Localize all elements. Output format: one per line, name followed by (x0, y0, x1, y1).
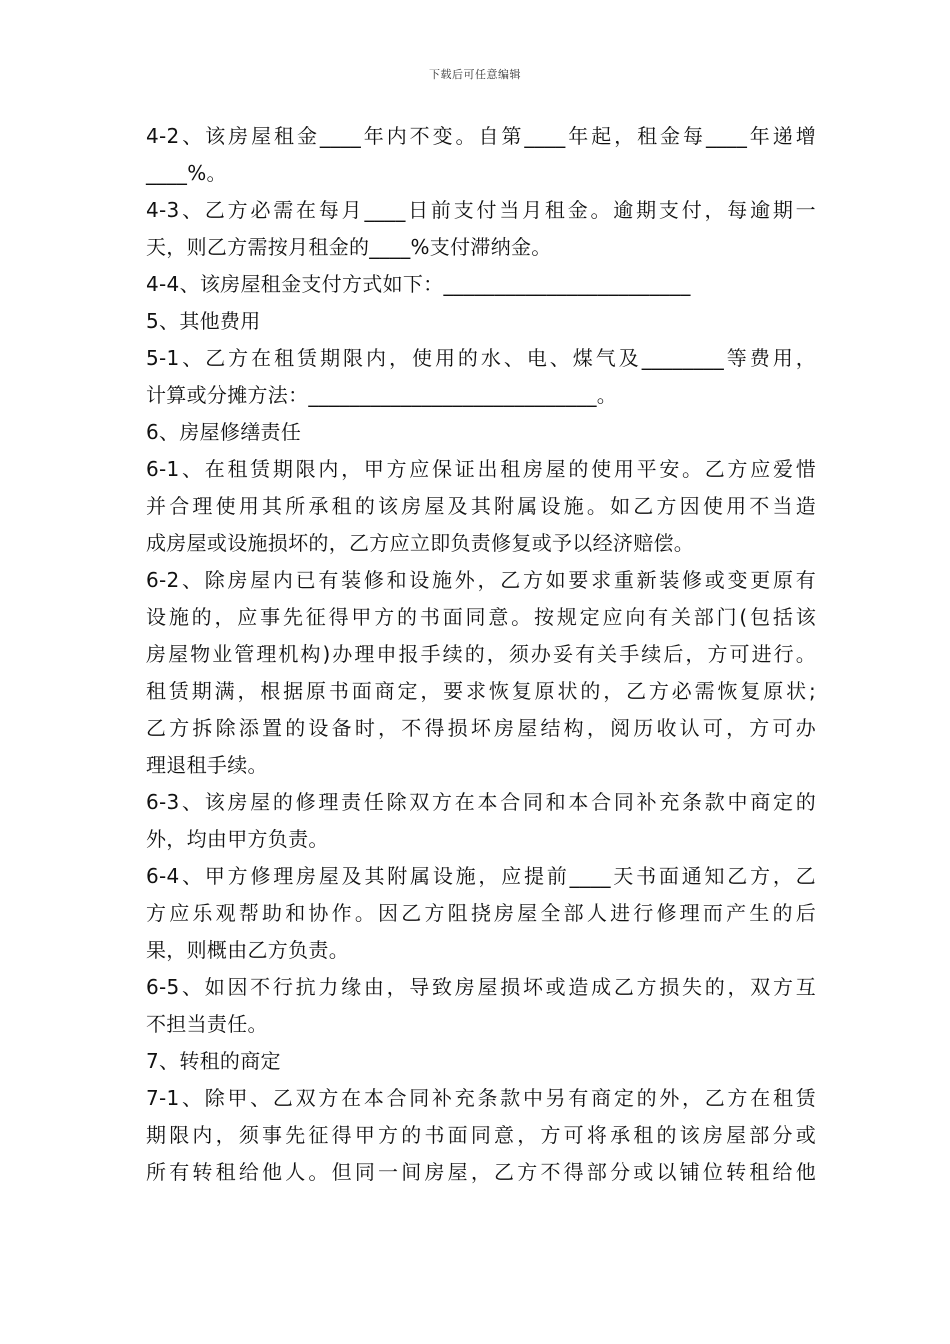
document-line: 成房屋或设施损坏的，乙方应立即负责修复或予以经济赔偿。 (146, 531, 695, 555)
document-line: ____%。 (146, 161, 227, 185)
document-line: 设施的，应事先征得甲方的书面同意。按规定应向有关部门(包括该 (146, 605, 816, 629)
document-line: 外，均由甲方负责。 (146, 827, 329, 851)
document-line: 5-1、乙方在租赁期限内，使用的水、电、煤气及________等费用， (146, 346, 816, 370)
document-line: 6-4、甲方修理房屋及其附属设施，应提前____天书面通知乙方，乙 (146, 864, 816, 888)
document-line: 7-1、除甲、乙双方在本合同补充条款中另有商定的外，乙方在租赁 (146, 1086, 816, 1110)
document-line: 期限内，须事先征得甲方的书面同意，方可将承租的该房屋部分或 (146, 1123, 816, 1147)
document-line: 方应乐观帮助和协作。因乙方阻挠房屋全部人进行修理而产生的后 (146, 901, 816, 925)
document-line: 理退租手续。 (146, 753, 268, 777)
document-line: 租赁期满，根据原书面商定，要求恢复原状的，乙方必需恢复原状; (146, 679, 816, 703)
document-line: 6-5、如因不行抗力缘由，导致房屋损坏或造成乙方损失的，双方互 (146, 975, 816, 999)
document-line: 房屋物业管理机构)办理申报手续的，须办妥有关手续后，方可进行。 (146, 642, 816, 666)
document-line: 4-4、该房屋租金支付方式如下：________________________ (146, 272, 691, 296)
document-line: 6-2、除房屋内已有装修和设施外，乙方如要求重新装修或变更原有 (146, 568, 816, 592)
document-line: 计算或分摊方法：____________________________。 (146, 383, 618, 407)
document-line: 乙方拆除添置的设备时，不得损坏房屋结构，阅历收认可，方可办 (146, 716, 816, 740)
document-line: 7、转租的商定 (146, 1049, 281, 1073)
document-line: 6-3、该房屋的修理责任除双方在本合同和本合同补充条款中商定的 (146, 790, 816, 814)
document-line: 6-1、在租赁期限内，甲方应保证出租房屋的使用平安。乙方应爱惜 (146, 457, 816, 481)
document-line: 不担当责任。 (146, 1012, 268, 1036)
page-header: 下载后可任意编辑 (429, 68, 521, 81)
document-line: 4-3、乙方必需在每月____日前支付当月租金。逾期支付，每逾期一 (146, 198, 816, 222)
document-line: 果，则概由乙方负责。 (146, 938, 349, 962)
document-line: 6、房屋修缮责任 (146, 420, 302, 444)
document-line: 4-2、该房屋租金____年内不变。自第____年起，租金每____年递增 (146, 124, 816, 148)
document-line: 天，则乙方需按月租金的____%支付滞纳金。 (146, 235, 552, 259)
document-line: 所有转租给他人。但同一间房屋，乙方不得部分或以铺位转租给他 (146, 1160, 816, 1184)
document-line: 并合理使用其所承租的该房屋及其附属设施。如乙方因使用不当造 (146, 494, 816, 518)
document-body (146, 118, 816, 1191)
document-line: 5、其他费用 (146, 309, 261, 333)
